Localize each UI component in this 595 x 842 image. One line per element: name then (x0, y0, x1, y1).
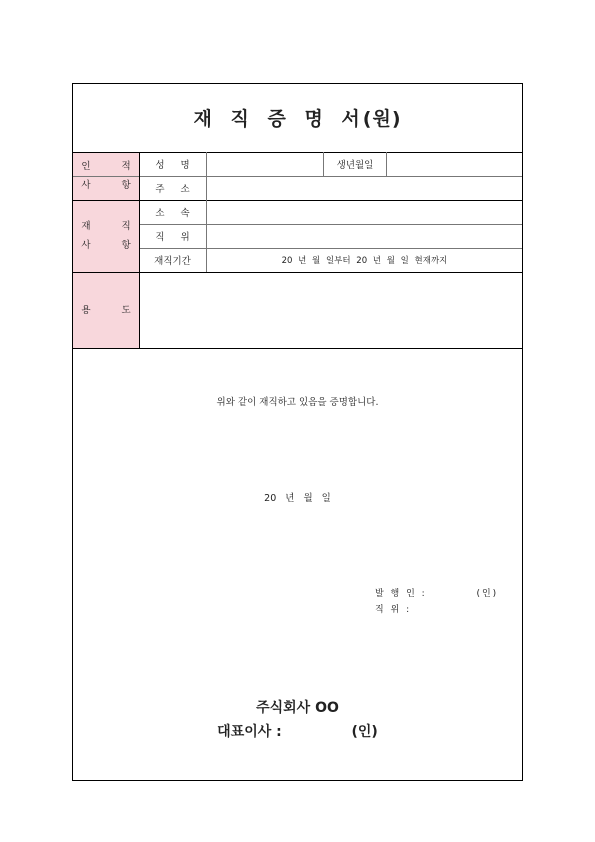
certification-statement: 위와 같이 재직하고 있음을 증명합니다. (216, 397, 379, 408)
table-border (73, 348, 522, 349)
issuer-label: 발 행 인 : (375, 589, 427, 599)
section-label: 인 적 (81, 161, 145, 172)
title-char: 재 (193, 108, 213, 130)
issuer-position-label: 직 위 : (375, 605, 412, 615)
label-department: 소속 (155, 208, 206, 219)
birthdate-field[interactable] (387, 153, 522, 176)
title-char: 서 (341, 108, 361, 130)
title-char: 명 (304, 108, 324, 130)
section-label: 사 항 (81, 240, 145, 251)
ceo-seal: (인) (351, 724, 378, 740)
address-field[interactable] (207, 177, 522, 200)
label-period: 재직기간 (154, 256, 191, 267)
section-label: 재 직 (81, 221, 145, 232)
position-field[interactable] (207, 225, 522, 248)
label-name: 성명 (155, 160, 206, 171)
employment-period-text: 20 년 월 일부터 20 년 월 일 현재까지 (281, 256, 448, 266)
issuer-seal: (인) (476, 589, 499, 599)
ceo-line (73, 721, 522, 741)
issuer-position-line (375, 602, 411, 615)
name-field[interactable] (207, 153, 323, 176)
issue-date: 20 년 월 일 (264, 493, 331, 504)
section-employment (73, 200, 145, 272)
certificate-frame (72, 83, 523, 781)
section-label: 사 항 (81, 180, 145, 191)
company-name: 주식회사 OO (256, 700, 339, 716)
section-purpose (73, 272, 145, 348)
title-char: 직 (230, 108, 250, 130)
ceo-label: 대표이사 : (217, 724, 282, 740)
label-address: 주소 (155, 184, 206, 195)
purpose-field[interactable] (140, 273, 522, 348)
document-title (73, 104, 522, 131)
section-label: 용 도 (81, 304, 145, 316)
issuer-line (375, 586, 498, 599)
title-char: (원) (362, 108, 402, 130)
label-position: 직위 (155, 232, 206, 243)
department-field[interactable] (207, 201, 522, 224)
label-birthdate: 생년월일 (336, 160, 374, 171)
title-char: 증 (267, 108, 287, 130)
